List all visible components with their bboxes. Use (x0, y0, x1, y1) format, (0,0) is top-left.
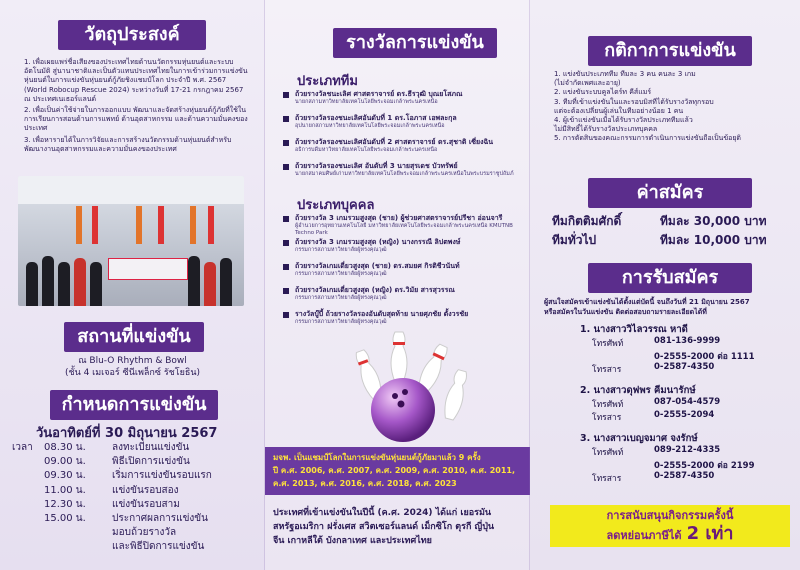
middle-panel (265, 0, 530, 570)
schedule-time-label: เวลา (12, 442, 33, 453)
person (74, 258, 86, 306)
award-item (295, 138, 520, 154)
contact-label: โทรศัพท์ (592, 339, 624, 349)
schedule-event: มอบถ้วยรางวัล (112, 527, 177, 539)
award-item (295, 214, 520, 237)
countries-text (273, 506, 523, 548)
schedule-time: 12.30 น. (44, 498, 86, 510)
flag (136, 206, 142, 244)
award-desc: อุปนายกสภามหาวิทยาลัยเทคโนโลยีพระจอมเกล้าพระนครเหนือ (295, 123, 445, 129)
award-title: ถ้วยรางวัลชนะเลิศ ศาสตราจารย์ ดร.ธีรวุฒิ บุณยโสภณ (295, 90, 463, 98)
schedule-event: เริ่มการแข่งขันรอบแรก (112, 470, 212, 482)
rules-title: กติกาการแข่งขัน (588, 36, 752, 66)
rule-item: แต่จะต้องเปลี่ยนผู้เล่นในทีมอย่างน้อย 1 คน (554, 106, 684, 115)
award-item (295, 310, 520, 326)
fees-title: ค่าสมัคร (588, 178, 752, 208)
person (220, 258, 232, 306)
award-desc: กรรมการสภามหาวิทยาลัยผู้ทรงคุณวุฒิ (295, 247, 387, 253)
objectives-title: วัตถุประสงค์ (58, 20, 206, 50)
rule-item: ไม่มีสิทธิ์ได้รับรางวัลประเภทบุคคล (554, 125, 658, 134)
flag (76, 206, 82, 244)
award-bullet (283, 140, 289, 146)
champion-line-2: ปี ค.ศ. 2006, ค.ศ. 2007, ค.ศ. 2009, ค.ศ. 2010, ค.ศ. 2011, (273, 466, 515, 475)
contact-label: โทรสาร (592, 365, 622, 375)
contact-name: 2. นางสาวดุฟพร คีมนารักษ์ (580, 385, 696, 396)
award-title: ถ้วยรางวัลรองชนะเลิศ อันดับที่ 3 นายสุรเดช บัวทรัพย์ (295, 162, 458, 170)
schedule-time: 09.00 น. (44, 456, 86, 468)
contact-value: 0-2555-2000 ต่อ 1111 (654, 352, 755, 362)
awards-title: รางวัลการแข่งขัน (333, 28, 497, 58)
schedule-event: แข่งขันรอบสอง (112, 484, 179, 496)
award-bullet (283, 240, 289, 246)
individual-awards-title: ประเภทบุคคล (297, 198, 375, 213)
registration-intro-1: ผู้สนใจสมัครเข้าแข่งขันได้ตั้งแต่บัดนี้ จนถึงวันที่ 21 มิถุนายน 2567 (544, 298, 750, 306)
photo-ceiling (18, 176, 244, 204)
award-desc: กรรมการสภามหาวิทยาลัยผู้ทรงคุณวุฒิ (295, 319, 387, 325)
contact-value: 087-054-4579 (654, 397, 721, 407)
rule-item: 2. แข่งขันระบบคูลไดร์ท คีส์แมร์ (554, 88, 652, 97)
contact-value: 0-2587-4350 (654, 362, 715, 372)
flag (158, 206, 164, 244)
tax-line-1: การสนับสนุนกิจกรรมครั้งนี้ (606, 509, 734, 522)
tax-highlight: 2 เท่า (686, 523, 734, 544)
award-bullet (283, 264, 289, 270)
objective-1: 1. เพื่อเผยแพร่ชื่อเสียงของประเทศไทยด้านนวัตกรรมหุ่นยนต์และระบบอัตโนมัติ สู่นานาชาติและเป็นตัวแทนประเทศไทยในการเข้าร่วมการแข่งขันหุ่นยนต์ในการแข่งขันหุ่นยนต์กู้ภัยชิงแชมป์โลก ประจำปี พ.ศ. 2567 (World Robocup Rescue 2024) ระหว่างวันที่ 17-21 กรกฎาคม 2567 ณ ประเทศเนเธอร์แลนด์ (24, 58, 248, 103)
award-bullet (283, 288, 289, 294)
schedule-event: ลงทะเบียนแข่งขัน (112, 442, 190, 453)
champion-line-3: ค.ศ. 2013, ค.ศ. 2016, ค.ศ. 2018, ค.ศ. 2023 (273, 479, 457, 488)
registration-intro (544, 297, 794, 317)
venue-line-2: (ชั้น 4 เมเจอร์ ซีนีเพล็กซ์ รัชโยธิน) (64, 368, 201, 378)
award-title: ถ้วยรางวัล 3 เกมรวมสูงสุด (หญิง) นางกรรณี ลิปตพงษ์ (295, 238, 461, 246)
person (42, 256, 54, 306)
award-bullet (283, 216, 289, 222)
team-awards-title: ประเภททีม (297, 74, 358, 89)
champion-line-1: มจพ. เป็นแชมป์โลกในการแข่งขันหุ่นยนต์กู้ภัยมาแล้ว 9 ครั้ง (273, 453, 481, 462)
contact-label: โทรสาร (592, 413, 622, 423)
fee-label: ทีมกิตติมศักดิ์ (552, 214, 622, 228)
rule-item: (ไม่จำกัดเพศและอายุ) (554, 79, 621, 88)
contact-name: 1. นางสาววิไลวรรณ หาดี (580, 324, 688, 335)
schedule-date: วันอาทิตย์ที่ 30 มิถุนายน 2567 (36, 426, 218, 441)
team-photo (18, 176, 244, 306)
bowling-ball-icon (371, 378, 435, 442)
rule-item: 3. ทีมที่เข้าแข่งขันในและรอบมิสทีได้รับรางวัลทุกรอบ (554, 97, 714, 106)
registration-intro-2: หรือสมัครในวันแข่งขัน ติดต่อสอบถามรายละเอียดได้ที่ (544, 308, 707, 316)
schedule-time: 15.00 น. (44, 513, 86, 524)
schedule-event: แข่งขันรอบสาม (112, 498, 180, 510)
contact-value: 0-2555-2094 (654, 410, 715, 420)
countries-line-2: สหรัฐอเมริกา ฝรั่งเศส สวิตเซอร์แลนด์ เม็กซิโก ตุรกี ญี่ปุ่น (273, 522, 495, 532)
tax-box (550, 505, 790, 547)
venue-line-1: ณ Blu-O Rhythm & Bowl (78, 356, 187, 366)
award-bullet (283, 92, 289, 98)
fee-label: ทีมทั่วไป (552, 233, 597, 247)
award-desc: กรรมการสภามหาวิทยาลัยผู้ทรงคุณวุฒิ (295, 295, 387, 301)
flag (190, 206, 196, 244)
award-title: ถ้วยรางวัลเกมเดี่ยวสูงสุด (ชาย) ดร.สมยศ กิรติชีวนันท์ (295, 262, 460, 270)
award-title: รางวัลบู๊บี้ ถ้วยรางวัลรองอันดับสุดท้าย นายศุภชัย ตั้งวรชัย (295, 310, 469, 318)
award-bullet (283, 312, 289, 318)
contact-label: โทรศัพท์ (592, 400, 624, 410)
schedule-time: 09.30 น. (44, 470, 86, 482)
right-panel (530, 0, 800, 570)
objective-3: 3. เพื่อหารายได้ในการวิจัยและการสร้างนวัตกรรมด้านหุ่นยนต์สำหรับพัฒนางานอุตสาหกรรมและความมั่นคงของประเทศ (24, 135, 232, 153)
flag (92, 206, 98, 244)
schedule-event: ประกาศผลการแข่งขัน (112, 513, 208, 524)
award-desc: อธิการบดีมหาวิทยาลัยเทคโนโลยีพระจอมเกล้าพระนครเหนือ (295, 147, 438, 153)
venue-text (0, 355, 265, 379)
contact-name: 3. นางสาวเบญจมาศ จงรักษ์ (580, 433, 698, 444)
pin-icon (391, 332, 407, 382)
objective-2: 2. เพื่อเป็นค่าใช้จ่ายในการออกแบบ พัฒนาและจัดสร้างหุ่นยนต์กู้ภัยที่ใช้ในการเรียนการสอนด้านการแพทย์ ด้านอุตสาหกรรม และด้านความมั่นคงของประเทศ (24, 106, 248, 133)
award-desc: ผู้อำนวยการอุทยานเทคโนโลยี มหาวิทยาลัยเทคโนโลยีพระจอมเกล้าพระนครเหนือ KMUTNB Techno Park (295, 223, 513, 236)
contact-label: โทรศัพท์ (592, 448, 624, 458)
award-item (295, 238, 520, 254)
fee-value: ทีมละ 10,000 บาท (660, 233, 767, 247)
champion-box (265, 447, 530, 495)
award-item (295, 286, 520, 302)
award-title: ถ้วยรางวัลรองชนะเลิศอันดับที่ 2 ศาสตราจารย์ ดร.สุชาติ เซี่ยงฉิน (295, 138, 494, 146)
schedule-event: พิธีเปิดการแข่งขัน (112, 456, 190, 468)
bowling-illustration (335, 330, 475, 445)
person (188, 256, 200, 306)
award-item (295, 262, 520, 278)
registration-title: การรับสมัคร (588, 263, 752, 293)
schedule-event: และพิธีปิดการแข่งขัน (112, 541, 205, 553)
flag (208, 206, 214, 244)
person (26, 262, 38, 306)
award-title: ถ้วยรางวัลเกมเดี่ยวสูงสุด (หญิง) ดร.วิมัย สารสุวรรณ (295, 286, 455, 294)
countries-line-3: จีน เกาหลีใต้ บังกลาเทศ และประเทศไทย (273, 536, 432, 546)
award-title: ถ้วยรางวัล 3 เกมรวมสูงสุด (ชาย) ผู้ช่วยศาสตราจารย์ปรีชา อ่อนจารี (295, 214, 503, 222)
award-desc: นายกสมาคมศิษย์เก่ามหาวิทยาลัยเทคโนโลยีพระจอมเกล้าพระนครเหนือในพระบรมราชูปถัมภ์ (295, 171, 514, 177)
award-desc: นายกสภามหาวิทยาลัยเทคโนโลยีพระจอมเกล้าพระนครเหนือ (295, 99, 438, 105)
person (204, 262, 216, 306)
person (90, 262, 102, 306)
tax-line-2 (560, 524, 780, 546)
contact-value: 0-2587-4350 (654, 471, 715, 481)
pin-icon (442, 369, 470, 421)
award-item (295, 114, 520, 130)
award-item (295, 90, 520, 106)
award-title: ถ้วยรางวัลรองชนะเลิศอันดับที่ 1 ดร.โอภาส เอพละกุล (295, 114, 457, 122)
award-bullet (283, 116, 289, 122)
venue-title: สถานที่แข่งขัน (64, 322, 204, 352)
rules-list (554, 70, 790, 144)
contact-value: 089-212-4335 (654, 445, 721, 455)
award-desc: กรรมการสภามหาวิทยาลัยผู้ทรงคุณวุฒิ (295, 271, 387, 277)
photo-banner (108, 258, 188, 280)
rule-item: 5. การตัดสินของคณะกรรมการดำเนินการแข่งขันถือเป็นข้อยุติ (554, 134, 741, 143)
fee-value: ทีมละ 30,000 บาท (660, 214, 767, 228)
rule-item: 4. ผู้เข้าแข่งขันเมื่อได้รับรางวัลประเภททีมแล้ว (554, 116, 693, 125)
schedule-title: กำหนดการแข่งขัน (50, 390, 218, 420)
schedule-time: 11.00 น. (44, 484, 86, 496)
award-bullet (283, 164, 289, 170)
rule-item: 1. แข่งขันประเภททีม ทีมละ 3 คน คนละ 3 เกม (554, 70, 696, 78)
countries-line-1: ประเทศที่เข้าแข่งขันในปีนี้ (ค.ศ. 2024) ได้แก่ เยอรมัน (273, 508, 492, 518)
award-item (295, 162, 520, 178)
contact-label: โทรสาร (592, 474, 622, 484)
objectives-list (24, 58, 250, 154)
left-panel (0, 0, 265, 570)
contact-value: 0-2555-2000 ต่อ 2199 (654, 461, 755, 471)
tax-line-2-text: ลดหย่อนภาษีได้ (606, 529, 682, 542)
person (58, 262, 70, 306)
schedule-time: 08.30 น. (44, 442, 86, 453)
contact-value: 081-136-9999 (654, 336, 721, 346)
